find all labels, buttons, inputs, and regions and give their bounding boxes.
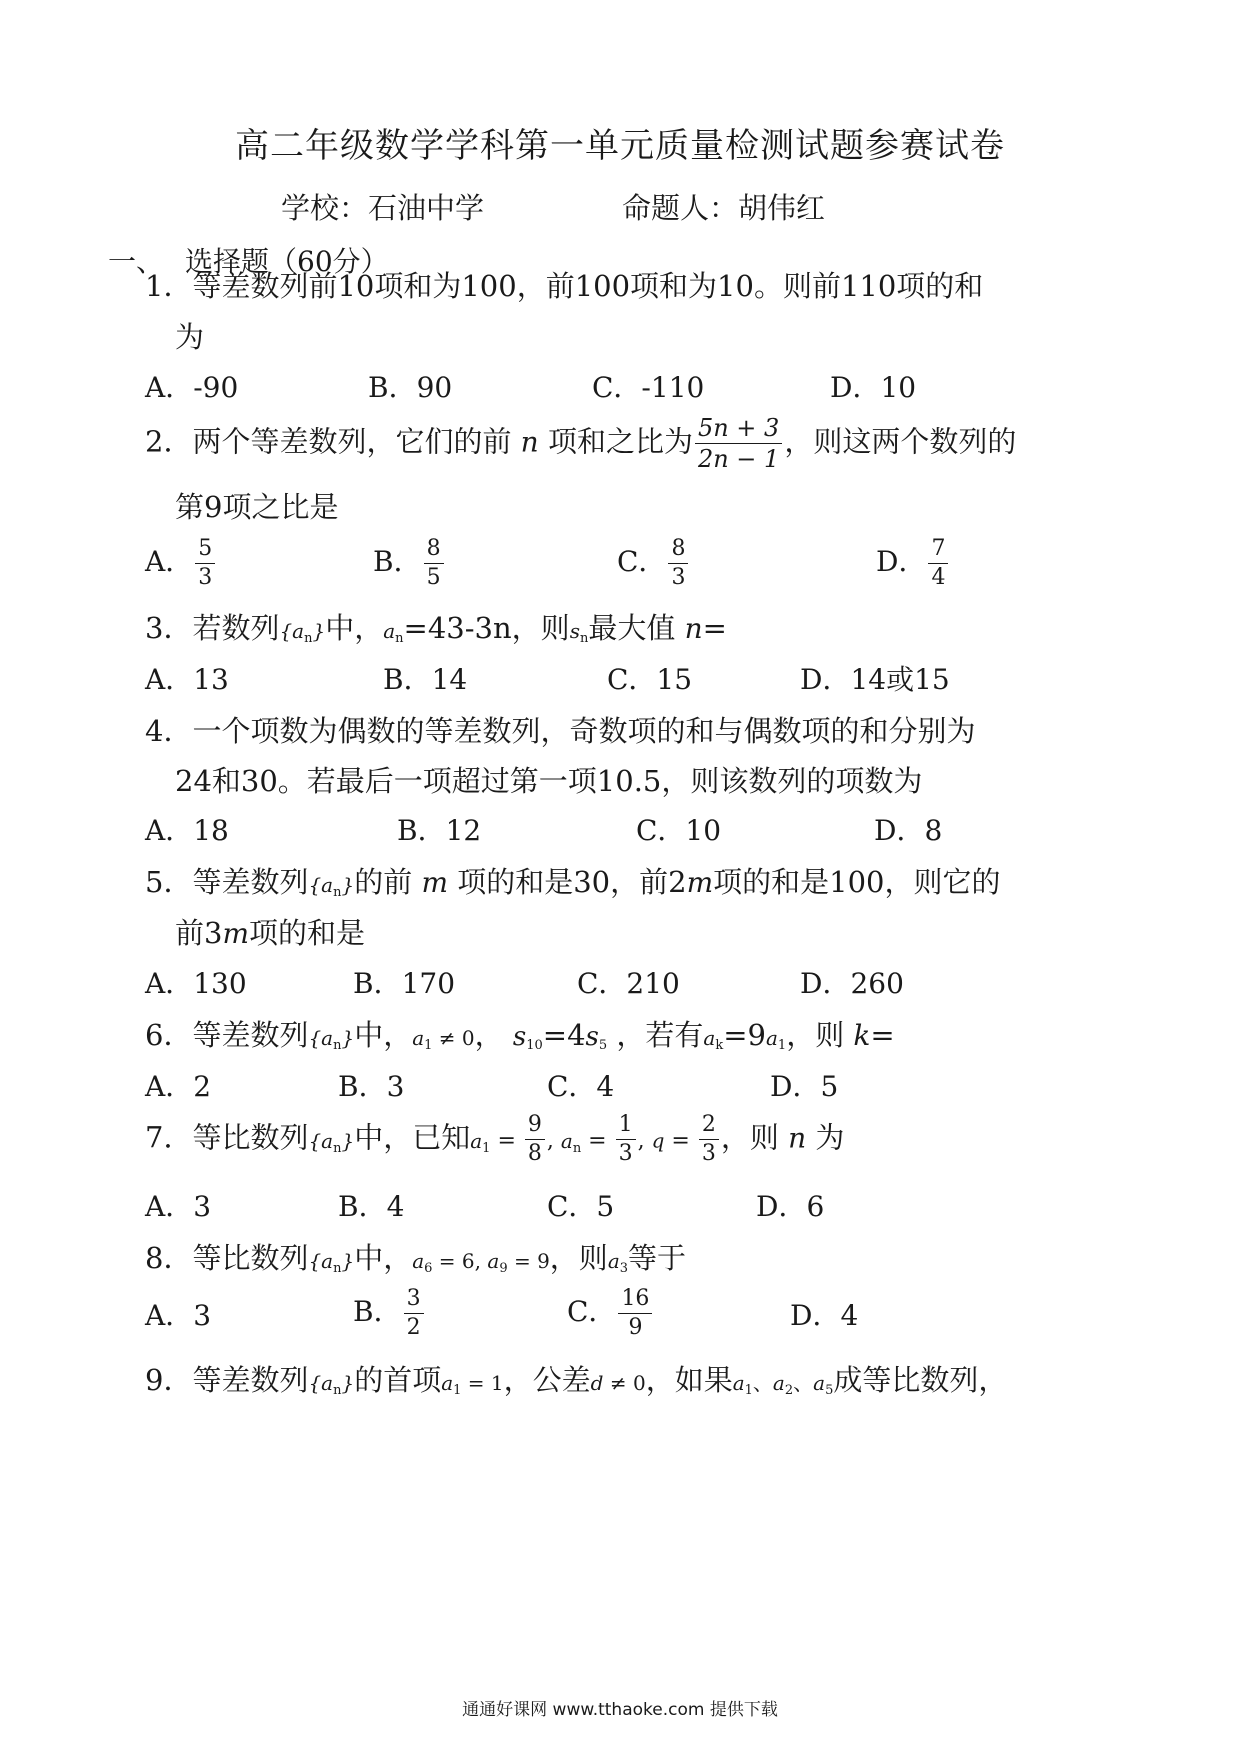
set-close: } (341, 1371, 355, 1395)
question-2-option-b (373, 538, 446, 589)
set-close: } (341, 1249, 355, 1273)
q8-text-post: 等于 (628, 1241, 687, 1275)
question-2-option-a (145, 538, 217, 589)
q7-fraction-an (616, 1114, 636, 1165)
q6-cond-a1 (412, 1026, 475, 1053)
q5-var-m: m (421, 866, 449, 899)
term-symbol: s (512, 1022, 527, 1052)
q5-text-pre: 5．等差数列 (145, 865, 309, 899)
question-5-option-c: C．210 (577, 967, 680, 1000)
term-symbol: a (441, 1371, 454, 1395)
question-5-option-a: A．130 (145, 967, 247, 1000)
term-symbol: a (412, 1249, 425, 1273)
q6-equals-9: =9 (723, 1018, 766, 1052)
q9-text-mid2: ，公差 (503, 1363, 591, 1397)
term-symbol: a (383, 619, 396, 643)
q6-term-s10 (513, 1022, 543, 1052)
question-1-option-b: B．90 (368, 371, 453, 404)
q7-text-post: ，则 (720, 1120, 779, 1155)
set-subscript: n (333, 885, 342, 900)
question-3-option-a: A．13 (145, 663, 229, 696)
q7-sep: , (637, 1128, 652, 1154)
q5-var-m: m (222, 917, 250, 950)
q7-text-pre: 7．等比数列 (145, 1120, 309, 1155)
question-3-line-1 (145, 606, 727, 647)
term-symbol: a (412, 1026, 425, 1050)
q5-text-mid1: 的前 (354, 865, 413, 899)
term-subscript: 9 (499, 1261, 508, 1276)
q7-text-end: 为 (815, 1120, 845, 1155)
q6-sep: ， (474, 1018, 504, 1052)
set-subscript: n (333, 1383, 342, 1398)
q2-ratio-fraction (695, 416, 782, 471)
fraction-denominator: 9 (628, 1315, 643, 1340)
value-rest: = 1 (461, 1371, 504, 1395)
option-label: C． (567, 1295, 617, 1328)
question-3-option-b: B．14 (383, 663, 468, 696)
term-subscript: 1 (777, 1038, 787, 1053)
section-title: 选择题（60分） (185, 245, 389, 278)
q8-text-pre: 8．等比数列 (145, 1241, 309, 1275)
option-fraction (928, 538, 948, 589)
term-symbol: a (772, 1371, 785, 1395)
q3-text-mid1: 中， (325, 611, 384, 645)
question-8-option-b (353, 1288, 426, 1339)
fraction-numerator: 5n + 3 (695, 416, 782, 444)
exam-title: 高二年级数学学科第一单元质量检测试题参赛试卷 (235, 126, 1005, 166)
q6-var-k: k (853, 1019, 871, 1052)
q5-sequence-set (308, 873, 355, 900)
term-symbol: d (590, 1371, 604, 1395)
q8-text-mid1: 中， (354, 1241, 413, 1275)
option-fraction (618, 1288, 652, 1339)
term-subscript: 1 (744, 1383, 753, 1398)
q6-equals-4: =4 (542, 1018, 586, 1052)
question-3-option-c: C．15 (607, 663, 693, 696)
page-footer: 通通好课网 www.tthaoke.com 提供下载 (462, 1700, 778, 1720)
set-close: } (341, 1128, 355, 1153)
question-1-line-1: 1．等差数列前10项和为100，前100项和为10。则前110项的和 (145, 269, 984, 303)
q7-sequence-set (308, 1128, 355, 1156)
set-close: } (341, 873, 355, 897)
question-7-option-d: D．6 (756, 1190, 825, 1223)
q5-line2-pre: 前3 (175, 916, 223, 950)
q2-var-n: n (520, 425, 539, 459)
term-subscript: 5 (825, 1383, 834, 1398)
author-info: 命题人：胡伟红 (622, 191, 826, 225)
fraction-numerator: 9 (525, 1114, 545, 1140)
option-fraction (668, 538, 688, 589)
q6-sequence-set (308, 1026, 355, 1053)
question-8-option-c (567, 1288, 654, 1339)
question-7-option-b: B．4 (338, 1190, 405, 1223)
q9-term-a2 (772, 1371, 794, 1398)
term-subscript: 1 (453, 1383, 462, 1398)
term-subscript: 10 (526, 1038, 543, 1053)
fraction-denominator: 4 (931, 565, 946, 590)
term-subscript: 3 (619, 1261, 629, 1276)
q8-text-mid2: ，则 (549, 1241, 608, 1275)
value-rest: = 9 (507, 1249, 550, 1273)
q5-line2-post: 项的和是 (249, 916, 366, 950)
question-4-option-a: A．18 (145, 814, 229, 847)
fraction-denominator: 2 (406, 1315, 421, 1340)
question-4-option-b: B．12 (397, 814, 482, 847)
school-info: 学校：石油中学 (281, 191, 485, 225)
term-subscript: 2 (784, 1383, 794, 1398)
q7-fraction-a1 (525, 1114, 545, 1165)
term-subscript: k (715, 1038, 724, 1053)
term-symbol: a (470, 1128, 483, 1153)
question-8-option-a: A．3 (145, 1299, 212, 1332)
question-2-option-d (876, 538, 950, 589)
question-6-option-a: A．2 (145, 1070, 212, 1103)
fraction-numerator: 1 (616, 1114, 636, 1140)
q8-term-a3 (607, 1249, 629, 1276)
question-9-line-1 (145, 1358, 1007, 1399)
q9-term-a5 (813, 1371, 834, 1398)
q6-text-mid2: ，若有 (616, 1018, 704, 1052)
q7-fraction-q (699, 1114, 719, 1165)
fraction-denominator: 8 (527, 1141, 542, 1166)
q5-var-m: m (686, 866, 714, 899)
q6-term-ak (703, 1026, 724, 1053)
option-label: B． (373, 545, 422, 578)
question-7-option-c: C．5 (547, 1190, 615, 1223)
q3-sum-sn (569, 619, 589, 646)
q9-term-d (591, 1371, 646, 1395)
fraction-denominator: 2n − 1 (697, 445, 780, 473)
q5-text-post: 项的和是100，则它的 (713, 865, 1001, 899)
question-1-option-a: A．-90 (145, 371, 239, 404)
term-symbol: a (765, 1026, 778, 1050)
set-open: {a (308, 1249, 334, 1273)
q7-equals: = (581, 1128, 614, 1154)
q9-sep: 、 (752, 1371, 773, 1395)
term-symbol: s (585, 1022, 599, 1052)
question-5-line-2 (175, 911, 365, 952)
q2-text-pre: 2．两个等差数列，它们的前 (145, 424, 512, 459)
question-8-option-d: D．4 (790, 1299, 859, 1332)
q6-text-pre: 6．等差数列 (145, 1018, 309, 1052)
question-6-option-c: C．4 (547, 1070, 615, 1103)
q7-sep: , (546, 1128, 561, 1154)
term-subscript: 1 (482, 1140, 491, 1156)
set-subscript: n (333, 1140, 342, 1156)
q7-equals: = (490, 1128, 523, 1154)
option-fraction (195, 538, 215, 589)
question-4-line-1: 4．一个项数为偶数的等差数列，奇数项的和与偶数项的和分别为 (145, 714, 976, 748)
term-symbol: a (732, 1371, 745, 1395)
value-rest: = 6, (432, 1249, 488, 1273)
term-subscript: n (572, 1140, 582, 1156)
q3-text-post: 最大值 (588, 611, 676, 645)
question-2-option-c (617, 538, 690, 589)
term-symbol: a (607, 1249, 620, 1273)
fraction-denominator: 5 (426, 565, 441, 590)
question-4-option-c: C．10 (636, 814, 722, 847)
set-subscript: n (333, 1038, 342, 1053)
question-1-option-c: C．-110 (592, 371, 705, 404)
q3-text-mid2: =43-3n，则 (403, 611, 570, 645)
condition-rest: ≠ 0 (432, 1026, 475, 1050)
q9-text-post: 成等比数列， (833, 1363, 1008, 1397)
fraction-numerator: 8 (668, 538, 688, 564)
q8-term-a6 (412, 1249, 488, 1276)
option-label: B． (353, 1295, 402, 1328)
term-subscript: n (579, 631, 589, 646)
fraction-numerator: 3 (404, 1288, 424, 1314)
q9-term-a1b (732, 1371, 753, 1398)
term-symbol: s (569, 619, 580, 643)
option-fraction (404, 1288, 424, 1339)
set-close: } (341, 1026, 355, 1050)
q7-text-mid1: 中，已知 (354, 1120, 471, 1155)
q2-text-post: ，则这两个数列的 (784, 424, 1017, 459)
question-5-option-d: D．260 (800, 967, 904, 1000)
q3-sequence-set (279, 619, 326, 646)
term-symbol: a (813, 1371, 826, 1395)
q9-sep: 、 (793, 1371, 814, 1395)
fraction-numerator: 7 (928, 538, 948, 564)
q7-term-an (560, 1128, 582, 1156)
question-2-line-2: 第9项之比是 (175, 490, 339, 524)
set-open: {a (279, 619, 305, 643)
question-1-line-2: 为 (175, 320, 205, 354)
question-2-line-1 (145, 416, 1016, 471)
q6-term-a1 (765, 1026, 787, 1053)
q9-term-a1 (441, 1371, 504, 1398)
fraction-denominator: 3 (618, 1141, 633, 1166)
q9-text-mid1: 的首项 (354, 1363, 442, 1397)
question-6-option-d: D．5 (770, 1070, 839, 1103)
question-6-line-1 (145, 1013, 895, 1054)
term-symbol: a (487, 1249, 500, 1273)
q6-text-post: ，则 (786, 1018, 845, 1052)
q8-term-a9 (487, 1249, 550, 1276)
q6-text-mid1: 中， (354, 1018, 413, 1052)
term-subscript: 1 (424, 1038, 433, 1053)
term-symbol: a (560, 1128, 573, 1153)
term-subscript: 5 (598, 1038, 608, 1053)
question-4-line-2: 24和30。若最后一项超过第一项10.5，则该数列的项数为 (175, 764, 923, 798)
term-subscript: 6 (424, 1261, 433, 1276)
fraction-numerator: 8 (424, 538, 444, 564)
q2-text-mid: 项和之比为 (547, 424, 693, 459)
q7-var-n: n (788, 1121, 807, 1155)
question-4-option-d: D．8 (874, 814, 943, 847)
fraction-denominator: 3 (198, 565, 213, 590)
question-5-option-b: B．170 (353, 967, 456, 1000)
question-6-option-b: B．3 (338, 1070, 405, 1103)
fraction-denominator: 3 (701, 1141, 716, 1166)
set-close: } (312, 619, 326, 643)
q9-text-mid3: ，如果 (645, 1363, 733, 1397)
q3-text-pre: 3．若数列 (145, 611, 280, 645)
set-subscript: n (304, 631, 313, 646)
term-symbol: a (703, 1026, 716, 1050)
set-subscript: n (333, 1261, 342, 1276)
q8-sequence-set (308, 1249, 355, 1276)
q3-var-n: n (684, 612, 703, 645)
q6-term-s5 (586, 1022, 608, 1052)
q7-term-a1 (470, 1128, 491, 1156)
set-open: {a (308, 1371, 334, 1395)
set-open: {a (308, 873, 334, 897)
question-8-line-1 (145, 1236, 686, 1277)
q6-text-end: = (870, 1018, 895, 1052)
q3-term-an (383, 619, 404, 646)
q3-text-end: = (702, 611, 727, 645)
question-5-line-1 (145, 860, 1001, 901)
option-label: C． (617, 545, 667, 578)
term-subscript: n (395, 631, 404, 646)
set-open: {a (308, 1128, 334, 1153)
question-7-option-a: A．3 (145, 1190, 212, 1223)
set-open: {a (308, 1026, 334, 1050)
value-rest: ≠ 0 (603, 1371, 646, 1395)
fraction-denominator: 3 (671, 565, 686, 590)
fraction-numerator: 2 (699, 1114, 719, 1140)
question-3-option-d: D．14或15 (800, 663, 950, 696)
question-1-option-d: D．10 (830, 371, 917, 404)
q7-equals: = (664, 1128, 697, 1154)
q9-sequence-set (308, 1371, 355, 1398)
question-7-line-1 (145, 1114, 844, 1165)
option-label: D． (876, 545, 927, 578)
section-number: 一、 (108, 245, 165, 278)
q5-text-mid2: 项的和是30，前2 (457, 865, 687, 899)
q9-text-pre: 9．等差数列 (145, 1363, 309, 1397)
fraction-numerator: 5 (195, 538, 215, 564)
option-label: A． (145, 545, 194, 578)
option-fraction (424, 538, 444, 589)
q7-var-q: q (651, 1128, 665, 1153)
fraction-numerator: 16 (618, 1288, 652, 1314)
